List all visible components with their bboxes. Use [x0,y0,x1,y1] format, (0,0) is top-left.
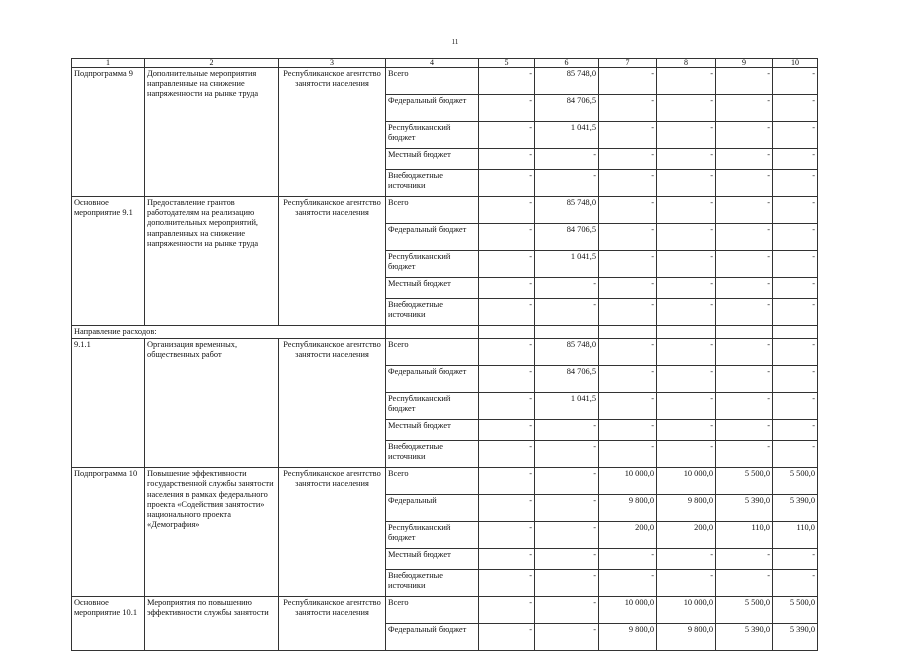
amount-cell: 85 748,0 [535,68,599,95]
amount-cell: - [535,299,599,326]
amount-cell: - [535,597,599,624]
amount-cell: - [773,570,818,597]
amount-cell: 200,0 [599,522,657,549]
amount-cell: 84 706,5 [535,366,599,393]
funding-source: Местный бюджет [386,149,479,170]
amount-cell: - [773,366,818,393]
column-number-9: 9 [716,59,773,68]
funding-source: Федеральный бюджет [386,224,479,251]
amount-cell: - [535,624,599,651]
amount-cell: - [657,122,716,149]
amount-cell: - [479,122,535,149]
amount-cell: - [657,420,716,441]
column-number-5: 5 [479,59,535,68]
amount-cell: - [773,393,818,420]
amount-cell: - [657,68,716,95]
amount-cell: - [773,197,818,224]
budget-table [71,58,818,651]
program-name: Мероприятия по повышению эффективности службы занятости [145,597,279,651]
amount-cell: - [599,251,657,278]
amount-cell: - [657,251,716,278]
funding-source: Республиканский бюджет [386,251,479,278]
funding-source: Местный бюджет [386,549,479,570]
program-name: Организация временных, общественных работ [145,339,279,468]
program-code: Основное мероприятие 9.1 [72,197,145,326]
amount-cell: - [657,441,716,468]
funding-source: Федеральный бюджет [386,366,479,393]
amount-cell: - [479,299,535,326]
amount-cell: - [599,68,657,95]
amount-cell: - [535,420,599,441]
amount-cell: - [773,68,818,95]
section-row [72,326,818,339]
page-number: 11 [451,38,459,46]
amount-cell: 200,0 [657,522,716,549]
program-name: Повышение эффективности государственной службы занятости населения в рамках федерального проекта «Содействия занятости» национального проекта «Демография» [145,468,279,597]
amount-cell: - [599,224,657,251]
column-number-3: 3 [279,59,386,68]
amount-cell: - [716,224,773,251]
section-empty-cell [599,326,657,339]
funding-source: Внебюджетные источники [386,441,479,468]
amount-cell: - [716,441,773,468]
funding-source: Внебюджетные источники [386,570,479,597]
amount-cell: 5 500,0 [773,597,818,624]
amount-cell: 110,0 [773,522,818,549]
table-row [72,197,818,224]
funding-source: Всего [386,468,479,495]
header-row [72,59,818,68]
amount-cell: - [773,95,818,122]
amount-cell: - [535,495,599,522]
section-empty-cell [773,326,818,339]
funding-source: Федеральный бюджет [386,95,479,122]
amount-cell: - [716,122,773,149]
amount-cell: - [535,278,599,299]
amount-cell: - [599,366,657,393]
program-name: Предоставление грантов работодателям на реализацию дополнительных мероприятий, направленных на снижение напряженности на рынке труда [145,197,279,326]
funding-source: Всего [386,197,479,224]
amount-cell: - [773,251,818,278]
funding-source: Местный бюджет [386,420,479,441]
amount-cell: - [479,95,535,122]
amount-cell: - [535,441,599,468]
amount-cell: - [479,597,535,624]
amount-cell: - [716,197,773,224]
column-number-10: 10 [773,59,818,68]
amount-cell: - [773,278,818,299]
amount-cell: - [535,149,599,170]
amount-cell: 10 000,0 [657,597,716,624]
amount-cell: - [657,549,716,570]
column-number-4: 4 [386,59,479,68]
amount-cell: - [479,224,535,251]
section-empty-cell [386,326,479,339]
section-empty-cell [716,326,773,339]
table-row [72,339,818,366]
funding-source: Республиканский бюджет [386,122,479,149]
section-empty-cell [535,326,599,339]
amount-cell: - [479,197,535,224]
amount-cell: - [479,522,535,549]
funding-source: Республиканский бюджет [386,393,479,420]
executor: Республиканское агентство занятости населения [279,197,386,326]
amount-cell: - [716,366,773,393]
program-name: Дополнительные мероприятия направленные на снижение напряженности на рынке труда [145,68,279,197]
funding-source: Всего [386,68,479,95]
amount-cell: 5 390,0 [716,624,773,651]
amount-cell: 9 800,0 [657,495,716,522]
amount-cell: - [657,393,716,420]
amount-cell: 9 800,0 [657,624,716,651]
funding-source: Внебюджетные источники [386,170,479,197]
amount-cell: 85 748,0 [535,339,599,366]
amount-cell: - [535,522,599,549]
amount-cell: - [535,570,599,597]
amount-cell: - [599,170,657,197]
funding-source: Местный бюджет [386,278,479,299]
amount-cell: - [716,420,773,441]
amount-cell: - [773,339,818,366]
amount-cell: - [599,570,657,597]
amount-cell: - [599,420,657,441]
amount-cell: 84 706,5 [535,95,599,122]
funding-source: Внебюджетные источники [386,299,479,326]
amount-cell: - [773,224,818,251]
amount-cell: - [535,549,599,570]
program-code: Основное мероприятие 10.1 [72,597,145,651]
amount-cell: - [773,170,818,197]
amount-cell: - [773,122,818,149]
amount-cell: - [479,441,535,468]
amount-cell: 10 000,0 [599,597,657,624]
amount-cell: - [657,149,716,170]
amount-cell: - [657,197,716,224]
amount-cell: - [657,366,716,393]
amount-cell: - [479,624,535,651]
amount-cell: - [599,149,657,170]
amount-cell: - [716,549,773,570]
program-code: Подпрограмма 9 [72,68,145,197]
column-number-6: 6 [535,59,599,68]
amount-cell: - [479,339,535,366]
executor: Республиканское агентство занятости населения [279,68,386,197]
amount-cell: - [657,299,716,326]
table-row [72,468,818,495]
section-label: Направление расходов: [72,326,386,339]
funding-source: Всего [386,339,479,366]
amount-cell: 10 000,0 [599,468,657,495]
amount-cell: - [535,468,599,495]
amount-cell: - [479,68,535,95]
amount-cell: - [657,570,716,597]
amount-cell: - [716,251,773,278]
amount-cell: - [716,393,773,420]
funding-source: Всего [386,597,479,624]
amount-cell: - [657,278,716,299]
table-row [72,597,818,624]
program-code: Подпрограмма 10 [72,468,145,597]
amount-cell: 5 500,0 [716,468,773,495]
section-empty-cell [479,326,535,339]
amount-cell: - [479,393,535,420]
amount-cell: - [773,549,818,570]
amount-cell: - [657,224,716,251]
amount-cell: 9 800,0 [599,624,657,651]
amount-cell: - [479,149,535,170]
amount-cell: - [599,549,657,570]
amount-cell: - [479,570,535,597]
column-number-1: 1 [72,59,145,68]
amount-cell: 5 500,0 [773,468,818,495]
amount-cell: 84 706,5 [535,224,599,251]
funding-source: Федеральный бюджет [386,624,479,651]
table-row [72,68,818,95]
amount-cell: - [479,495,535,522]
amount-cell: - [716,68,773,95]
amount-cell: - [479,366,535,393]
amount-cell: - [599,393,657,420]
amount-cell: - [716,278,773,299]
amount-cell: - [599,95,657,122]
amount-cell: - [716,95,773,122]
amount-cell: - [773,441,818,468]
amount-cell: - [773,299,818,326]
amount-cell: - [599,441,657,468]
amount-cell: - [535,170,599,197]
amount-cell: - [599,278,657,299]
amount-cell: - [716,149,773,170]
amount-cell: - [657,339,716,366]
executor: Республиканское агентство занятости населения [279,339,386,468]
executor: Республиканское агентство занятости населения [279,597,386,651]
amount-cell: 10 000,0 [657,468,716,495]
amount-cell: - [716,170,773,197]
amount-cell: - [479,278,535,299]
amount-cell: - [479,549,535,570]
amount-cell: 110,0 [716,522,773,549]
executor: Республиканское агентство занятости населения [279,468,386,597]
amount-cell: 85 748,0 [535,197,599,224]
amount-cell: - [657,170,716,197]
amount-cell: - [773,420,818,441]
program-code: 9.1.1 [72,339,145,468]
amount-cell: 1 041,5 [535,251,599,278]
amount-cell: 5 390,0 [773,624,818,651]
amount-cell: 1 041,5 [535,122,599,149]
amount-cell: - [479,468,535,495]
amount-cell: 5 390,0 [716,495,773,522]
amount-cell: - [479,420,535,441]
amount-cell: - [716,299,773,326]
column-number-2: 2 [145,59,279,68]
amount-cell: - [773,149,818,170]
column-number-8: 8 [657,59,716,68]
amount-cell: - [716,339,773,366]
section-empty-cell [657,326,716,339]
amount-cell: 5 500,0 [716,597,773,624]
funding-source: Федеральный [386,495,479,522]
amount-cell: - [479,170,535,197]
amount-cell: - [599,299,657,326]
amount-cell: - [479,251,535,278]
amount-cell: 1 041,5 [535,393,599,420]
amount-cell: - [599,197,657,224]
amount-cell: - [599,339,657,366]
column-number-7: 7 [599,59,657,68]
amount-cell: - [716,570,773,597]
amount-cell: 5 390,0 [773,495,818,522]
funding-source: Республиканский бюджет [386,522,479,549]
amount-cell: 9 800,0 [599,495,657,522]
amount-cell: - [599,122,657,149]
amount-cell: - [657,95,716,122]
